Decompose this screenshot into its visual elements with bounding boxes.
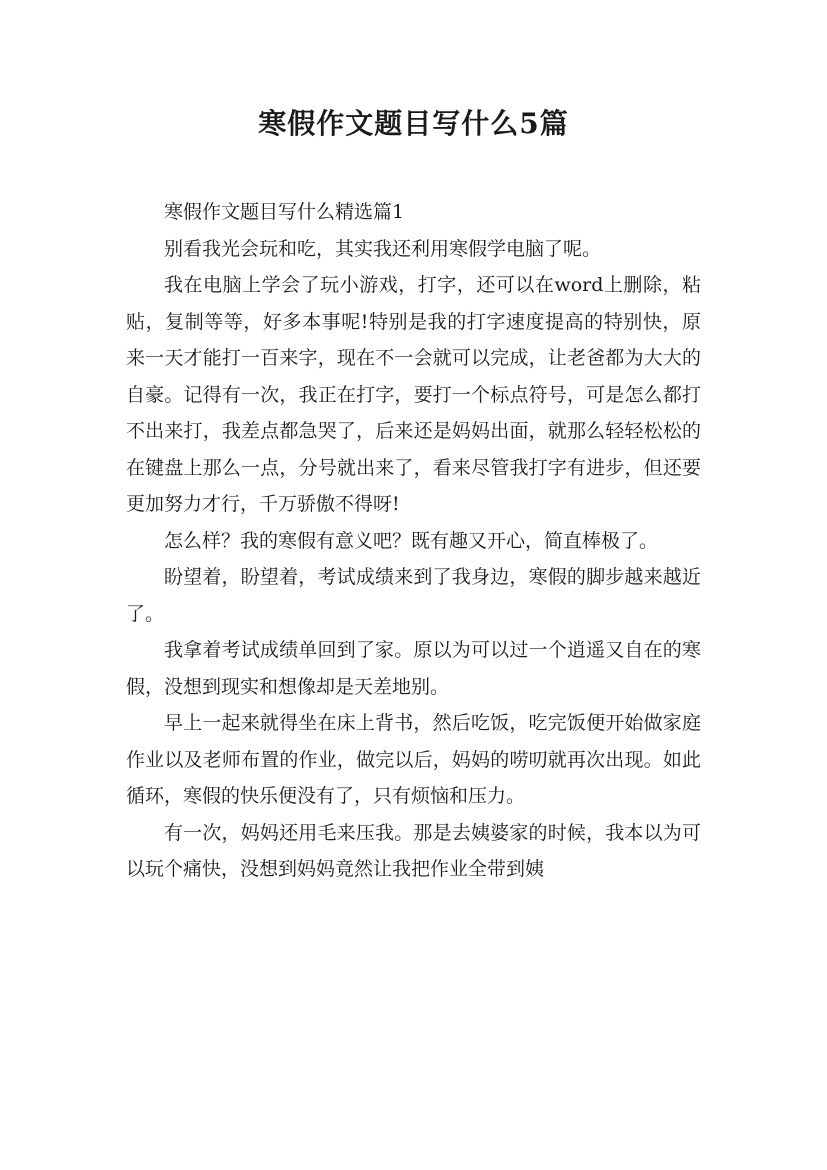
paragraph: 怎么样？我的寒假有意义吧？既有趣又开心，简直棒极了。 [164,529,659,552]
paragraph: 有一次，妈妈还用毛来压我。那是去姨婆家的时候，我本以为可以玩个痛快，没想到妈妈竟然让我把作业全带到姨 [126,821,701,880]
paragraph: 我拿着考试成绩单回到了家。原以为可以过一个逍遥又自在的寒假，没想到现实和想像却是天差地别。 [126,639,701,698]
paragraph: 早上一起来就得坐在床上背书，然后吃饭，吃完饭便开始做家庭作业以及老师布置的作业，做完以后，妈妈的唠叨就再次出现。如此循环，寒假的快乐便没有了，只有烦恼和压力。 [126,712,701,807]
paragraph-section-heading: 寒假作文题目写什么精选篇1 [164,201,405,223]
paragraph: 别看我光会玩和吃，其实我还利用寒假学电脑了呢。 [164,237,602,260]
paragraph: 盼望着，盼望着，考试成绩来到了我身边，寒假的脚步越来越近了。 [126,566,701,625]
paragraph: 我在电脑上学会了玩小游戏，打字，还可以在word上删除，粘贴，复制等等，好多本事呢!特别是我的打字速度提高的特别快，原来一天才能打一百来字，现在不一会就可以完成，让老爸都为大大的自豪。记得有一次，我正在打字，要打一个标点符号，可是怎么都打不出来打，我差点都急哭了，后来还是妈妈出面，就那么轻轻松松的在键盘上那么一点，分号就出来了，看来尽管我打字有进步，但还要更加努力才行，千万骄傲不得呀! [126,274,701,515]
document-body [126,194,701,888]
document-title: 寒假作文题目写什么5篇 [258,107,569,140]
